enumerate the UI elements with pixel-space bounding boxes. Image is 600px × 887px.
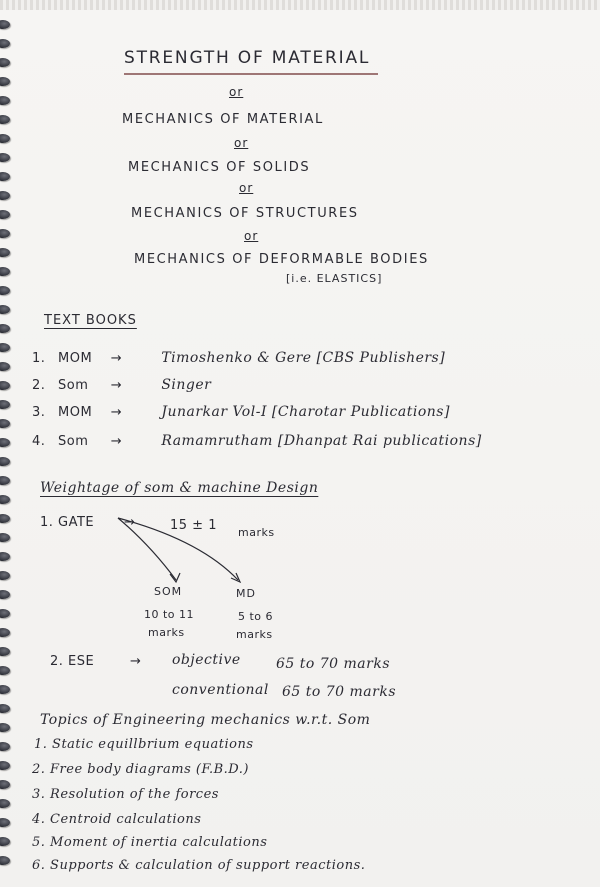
arrow-icon: → — [110, 378, 123, 393]
textbook-num: 2. — [32, 378, 46, 393]
or-3: or — [239, 181, 254, 195]
textbook-num: 3. — [32, 405, 46, 420]
gate-value: 15 ± 1 — [170, 518, 217, 533]
ese-conventional-value: 65 to 70 marks — [282, 684, 397, 700]
topic-item-4: 4. Centroid calculations — [32, 812, 202, 827]
textbook-row-4 — [32, 433, 482, 449]
alt-name-3: MECHANICS OF STRUCTURES — [131, 206, 359, 221]
md-label: MD — [236, 587, 256, 600]
textbook-num: 4. — [32, 434, 46, 449]
gate-unit: marks — [238, 526, 275, 539]
gate-label: 1. GATE — [40, 515, 95, 530]
or-4: or — [244, 229, 259, 243]
arrow-icon: → — [110, 434, 123, 449]
page-title: STRENGTH OF MATERIAL — [124, 48, 371, 68]
gate-arrow-icon: → — [124, 515, 136, 530]
textbook-subject: MOM — [58, 405, 93, 420]
topic-item-2: 2. Free body diagrams (F.B.D.) — [32, 762, 249, 777]
textbook-subject: Som — [58, 434, 89, 449]
topic-item-6: 6. Supports & calculation of support reactions. — [32, 858, 366, 873]
ese-objective-value: 65 to 70 marks — [276, 656, 391, 672]
md-unit: marks — [236, 628, 273, 641]
or-1: or — [229, 85, 244, 99]
textbook-row-2 — [32, 377, 211, 393]
ese-conventional-label: conventional — [172, 682, 269, 698]
textbook-title: Ramamrutham [Dhanpat Rai publications] — [161, 433, 482, 449]
alt-name-4: MECHANICS OF DEFORMABLE BODIES — [134, 252, 429, 267]
topic-item-5: 5. Moment of inertia calculations — [32, 835, 268, 850]
textbooks-heading: TEXT BOOKS — [44, 313, 137, 328]
som-label: SOM — [154, 585, 183, 598]
topics-heading: Topics of Engineering mechanics w.r.t. Som — [40, 712, 371, 728]
md-value: 5 to 6 — [238, 610, 274, 623]
textbook-subject: MOM — [58, 351, 93, 366]
deformable-note: [i.e. ELASTICS] — [286, 272, 383, 285]
alt-name-1: MECHANICS OF MATERIAL — [122, 112, 324, 127]
textbook-title: Junarkar Vol-I [Charotar Publications] — [161, 404, 450, 420]
textbook-subject: Som — [58, 378, 89, 393]
or-2: or — [234, 136, 249, 150]
som-value: 10 to 11 — [144, 608, 195, 621]
arrow-icon: → — [110, 405, 123, 420]
weightage-heading: Weightage of som & machine Design — [40, 480, 319, 496]
som-unit: marks — [148, 626, 185, 639]
ese-arrow-icon: → — [130, 654, 142, 669]
ese-objective-label: objective — [172, 652, 241, 668]
alt-name-2: MECHANICS OF SOLIDS — [128, 160, 311, 175]
topic-item-1: 1. Static equillbrium equations — [34, 737, 254, 752]
textbook-title: Singer — [161, 377, 212, 393]
textbook-num: 1. — [32, 351, 46, 366]
textbook-row-1 — [32, 350, 445, 366]
arrow-icon: → — [110, 351, 123, 366]
textbook-title: Timoshenko & Gere [CBS Publishers] — [161, 350, 446, 366]
textbook-row-3 — [32, 404, 450, 420]
ese-label: 2. ESE — [50, 654, 95, 669]
topic-item-3: 3. Resolution of the forces — [32, 787, 219, 802]
